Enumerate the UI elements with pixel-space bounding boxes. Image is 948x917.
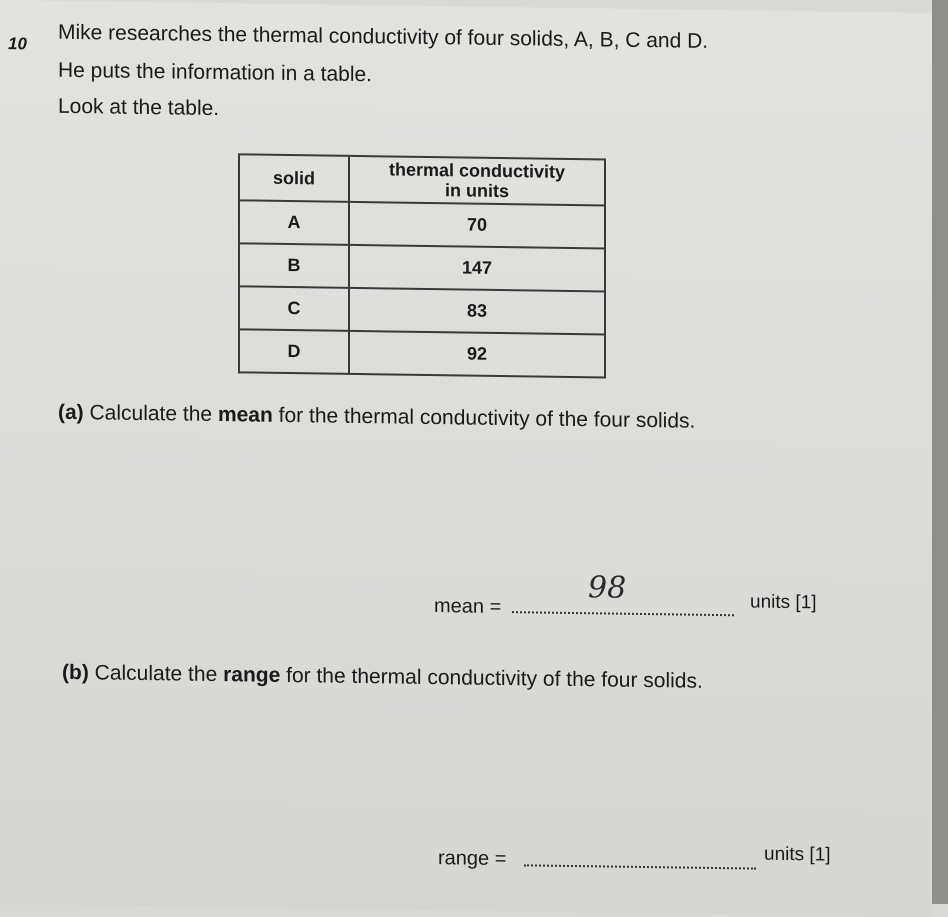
table-cell-value: 147 <box>349 245 605 292</box>
part-a-text-before: Calculate the <box>89 401 213 426</box>
mean-handwritten-answer: 98 <box>588 570 627 606</box>
mean-answer-label: mean = <box>434 595 502 618</box>
table-cell-solid: D <box>239 329 349 374</box>
range-answer-label: range = <box>438 847 507 871</box>
part-b-text-after: for the thermal conductivity of the four solids. <box>286 663 703 693</box>
table-header-conductivity-line2: in units <box>445 180 509 202</box>
part-b-keyword: range <box>223 663 281 687</box>
table-cell-solid: B <box>239 243 349 288</box>
table-row <box>239 286 605 334</box>
range-units-label: units <box>764 843 805 866</box>
table-cell-value: 70 <box>349 202 605 249</box>
range-marks: [1] <box>809 844 831 866</box>
table-cell-value: 83 <box>349 288 605 335</box>
table-cell-solid: C <box>239 286 349 331</box>
paper-edge-shadow <box>932 0 948 904</box>
table-header-solid: solid <box>239 154 349 202</box>
table-row <box>239 200 605 248</box>
part-a-question <box>58 401 695 434</box>
table-cell-solid: A <box>239 200 349 245</box>
part-b-label: (b) <box>62 660 89 685</box>
mean-units <box>750 590 817 615</box>
table-row <box>239 243 605 291</box>
question-number: 10 <box>8 34 27 54</box>
part-a-keyword: mean <box>217 403 273 427</box>
mean-units-label: units <box>750 591 791 614</box>
mean-marks: [1] <box>795 592 817 614</box>
part-a-label: (a) <box>58 400 84 425</box>
intro-line-1: Mike researches the thermal conductivity of four solids, A, B, C and D. <box>58 20 709 53</box>
table-row <box>239 329 605 377</box>
range-answer-line[interactable] <box>524 864 756 869</box>
intro-line-3: Look at the table. <box>58 94 220 121</box>
thermal-conductivity-table <box>238 153 606 378</box>
part-b-question <box>62 661 703 694</box>
intro-line-2: He puts the information in a table. <box>58 58 373 87</box>
range-units <box>764 843 831 868</box>
mean-answer-line[interactable] <box>512 611 734 616</box>
table-cell-value: 92 <box>349 331 605 378</box>
part-b-text-before: Calculate the <box>94 661 218 687</box>
table-header-conductivity-line1: thermal conductivity <box>388 159 566 182</box>
table-header-row <box>239 154 605 205</box>
table-header-conductivity <box>349 156 605 206</box>
part-a-text-after: for the thermal conductivity of the four solids. <box>278 403 696 433</box>
